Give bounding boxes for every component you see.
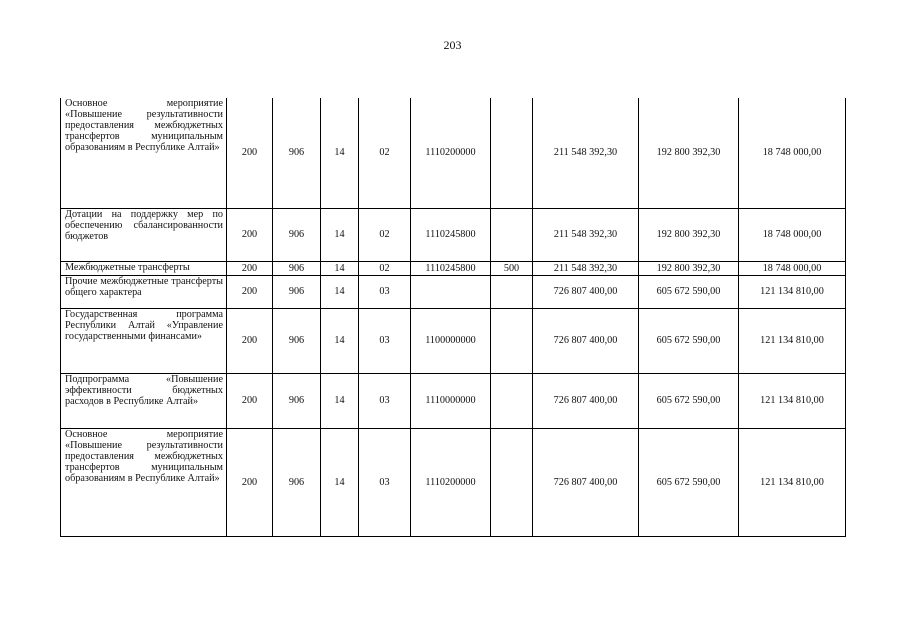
ministry-cell: 906 [273, 262, 321, 276]
target-article-cell [411, 276, 491, 309]
subsection-cell: 02 [359, 98, 411, 209]
amount-3-cell: 18 748 000,00 [739, 98, 846, 209]
expense-type-cell [491, 209, 533, 262]
amount-3-cell: 18 748 000,00 [739, 209, 846, 262]
row-name-cell: Основное мероприятие «Повышение результативности предоставления межбюджетных трансфертов муниципальным образованиям в Республике Алтай» [61, 429, 227, 537]
table-row [61, 209, 846, 262]
expense-type-cell [491, 374, 533, 429]
subsection-cell: 02 [359, 209, 411, 262]
code-cell: 200 [227, 276, 273, 309]
subsection-cell: 03 [359, 309, 411, 374]
section-cell: 14 [321, 276, 359, 309]
budget-table [60, 98, 846, 537]
section-cell: 14 [321, 262, 359, 276]
amount-2-cell: 192 800 392,30 [639, 262, 739, 276]
ministry-cell: 906 [273, 429, 321, 537]
target-article-cell: 1110200000 [411, 429, 491, 537]
expense-type-cell [491, 98, 533, 209]
amount-total-cell: 211 548 392,30 [533, 209, 639, 262]
ministry-cell: 906 [273, 309, 321, 374]
table-row [61, 98, 846, 209]
section-cell: 14 [321, 374, 359, 429]
amount-total-cell: 726 807 400,00 [533, 429, 639, 537]
page-number: 203 [443, 38, 462, 52]
amount-2-cell: 192 800 392,30 [639, 209, 739, 262]
amount-3-cell: 121 134 810,00 [739, 276, 846, 309]
table-row [61, 262, 846, 276]
subsection-cell: 03 [359, 276, 411, 309]
table-row [61, 309, 846, 374]
amount-3-cell: 18 748 000,00 [739, 262, 846, 276]
expense-type-cell [491, 429, 533, 537]
target-article-cell: 1110245800 [411, 209, 491, 262]
amount-2-cell: 605 672 590,00 [639, 429, 739, 537]
ministry-cell: 906 [273, 98, 321, 209]
amount-2-cell: 605 672 590,00 [639, 374, 739, 429]
row-name-cell: Подпрограмма «Повышение эффективности бюджетных расходов в Республике Алтай» [61, 374, 227, 429]
code-cell: 200 [227, 209, 273, 262]
target-article-cell: 1110200000 [411, 98, 491, 209]
table-row [61, 276, 846, 309]
ministry-cell: 906 [273, 374, 321, 429]
target-article-cell: 1110000000 [411, 374, 491, 429]
expense-type-cell [491, 276, 533, 309]
amount-2-cell: 605 672 590,00 [639, 276, 739, 309]
code-cell: 200 [227, 429, 273, 537]
row-name-cell: Дотации на поддержку мер по обеспечению сбалансированности бюджетов [61, 209, 227, 262]
target-article-cell: 1100000000 [411, 309, 491, 374]
row-name-cell: Межбюджетные трансферты [61, 262, 227, 276]
subsection-cell: 03 [359, 429, 411, 537]
code-cell: 200 [227, 98, 273, 209]
code-cell: 200 [227, 374, 273, 429]
amount-total-cell: 211 548 392,30 [533, 262, 639, 276]
section-cell: 14 [321, 209, 359, 262]
amount-3-cell: 121 134 810,00 [739, 429, 846, 537]
amount-total-cell: 726 807 400,00 [533, 374, 639, 429]
row-name-cell: Прочие межбюджетные трансферты общего характера [61, 276, 227, 309]
section-cell: 14 [321, 98, 359, 209]
amount-total-cell: 211 548 392,30 [533, 98, 639, 209]
row-name-cell: Основное мероприятие «Повышение результативности предоставления межбюджетных трансфертов муниципальным образованиям в Республике Алтай» [61, 98, 227, 209]
code-cell: 200 [227, 262, 273, 276]
ministry-cell: 906 [273, 276, 321, 309]
amount-2-cell: 605 672 590,00 [639, 309, 739, 374]
amount-3-cell: 121 134 810,00 [739, 309, 846, 374]
row-name-cell: Государственная программа Республики Алтай «Управление государственными финансами» [61, 309, 227, 374]
amount-2-cell: 192 800 392,30 [639, 98, 739, 209]
ministry-cell: 906 [273, 209, 321, 262]
expense-type-cell [491, 309, 533, 374]
amount-total-cell: 726 807 400,00 [533, 309, 639, 374]
amount-total-cell: 726 807 400,00 [533, 276, 639, 309]
section-cell: 14 [321, 309, 359, 374]
amount-3-cell: 121 134 810,00 [739, 374, 846, 429]
section-cell: 14 [321, 429, 359, 537]
table-row [61, 429, 846, 537]
target-article-cell: 1110245800 [411, 262, 491, 276]
expense-type-cell: 500 [491, 262, 533, 276]
subsection-cell: 03 [359, 374, 411, 429]
subsection-cell: 02 [359, 262, 411, 276]
code-cell: 200 [227, 309, 273, 374]
table-row [61, 374, 846, 429]
